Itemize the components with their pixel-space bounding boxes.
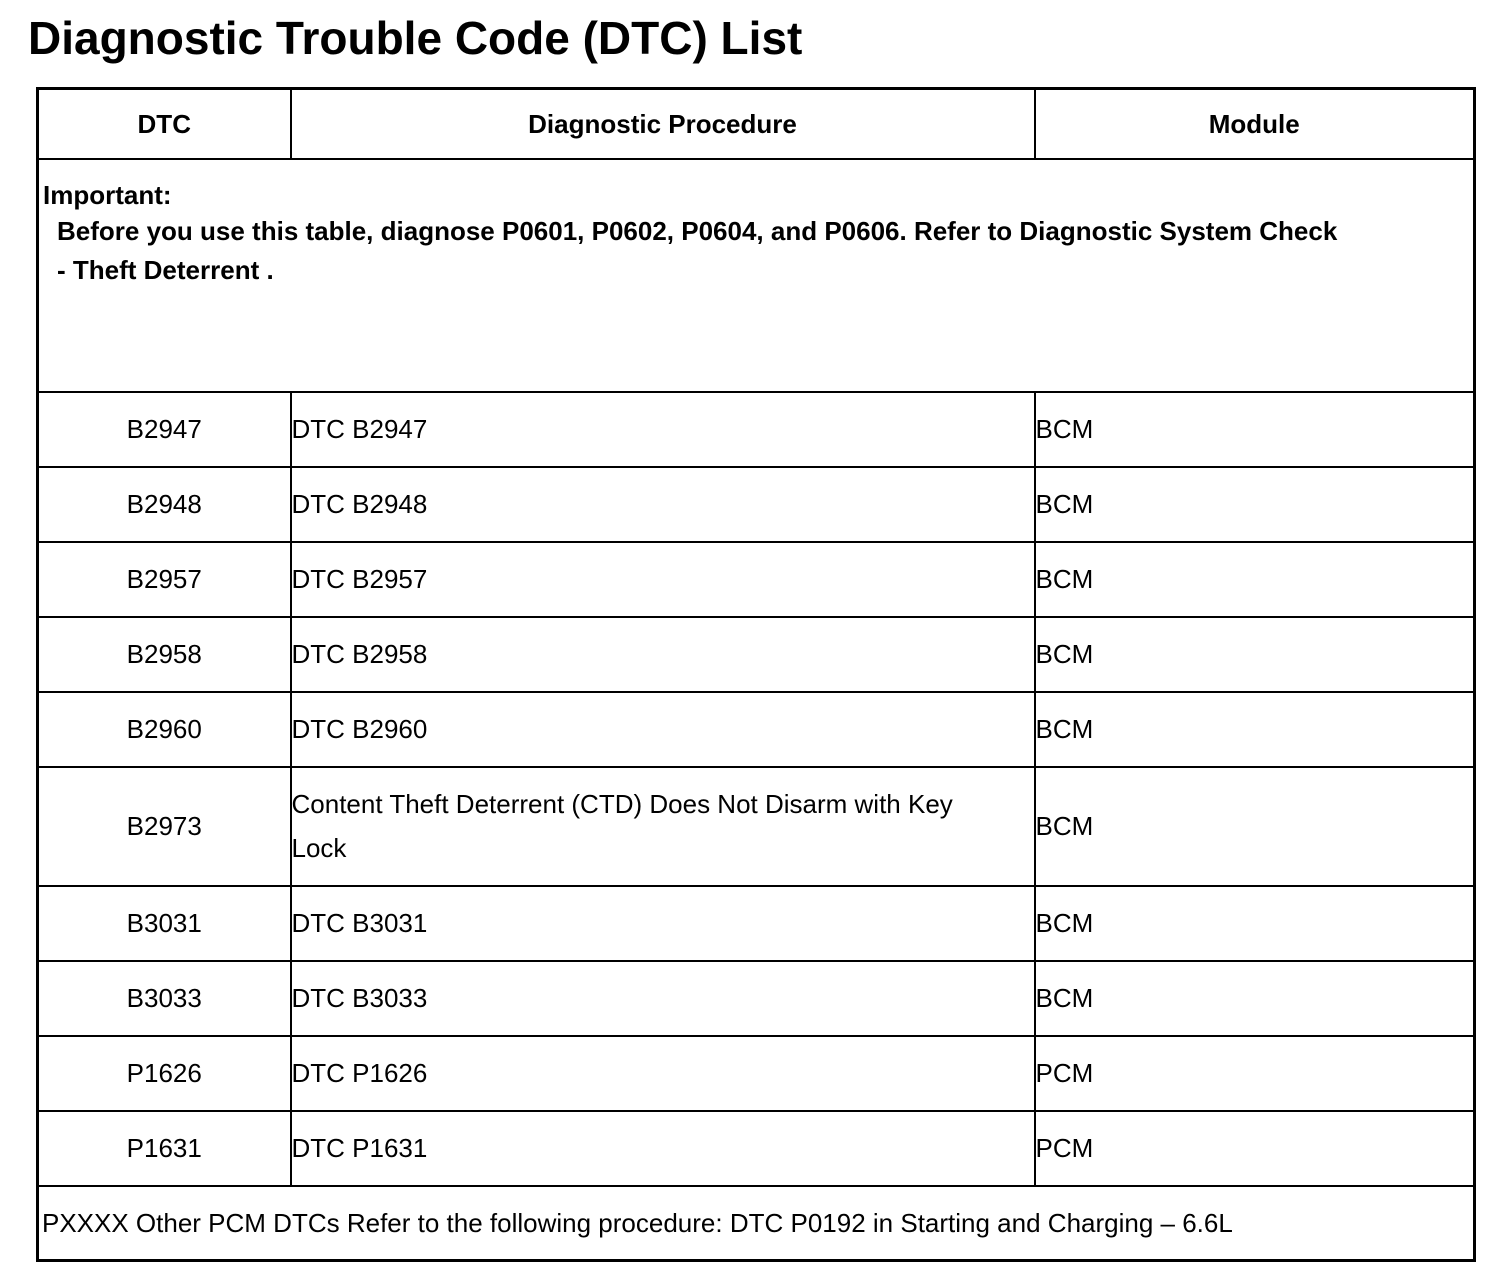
table-row <box>38 617 1475 692</box>
module-cell: BCM <box>1035 767 1475 886</box>
dtc-code: B2973 <box>38 767 291 886</box>
important-label: Important: <box>43 179 172 210</box>
table-row <box>38 1111 1475 1186</box>
procedure-link[interactable]: DTC B2957 <box>291 542 1035 617</box>
other-dtcs-note[interactable]: PXXXX Other PCM DTCs Refer to the following procedure: DTC P0192 in Starting and Charging – 6.6L <box>38 1186 1475 1261</box>
procedure-link[interactable]: DTC P1631 <box>291 1111 1035 1186</box>
dtc-table <box>36 87 1476 1262</box>
procedure-link[interactable]: DTC B3033 <box>291 961 1035 1036</box>
dtc-code: B2958 <box>38 617 291 692</box>
important-note-row <box>38 159 1475 392</box>
header-procedure: Diagnostic Procedure <box>291 89 1035 159</box>
module-cell: BCM <box>1035 542 1475 617</box>
procedure-link[interactable]: DTC P1626 <box>291 1036 1035 1111</box>
procedure-link[interactable]: DTC B2948 <box>291 467 1035 542</box>
dtc-code: B2947 <box>38 392 291 467</box>
procedure-link[interactable]: DTC B2958 <box>291 617 1035 692</box>
table-row <box>38 961 1475 1036</box>
table-row <box>38 392 1475 467</box>
table-row <box>38 767 1475 886</box>
procedure-link[interactable] <box>291 767 1035 886</box>
header-dtc: DTC <box>38 89 291 159</box>
module-cell: PCM <box>1035 1111 1475 1186</box>
table-row <box>38 886 1475 961</box>
table-row <box>38 542 1475 617</box>
dtc-code: P1631 <box>38 1111 291 1186</box>
table-header-row <box>38 89 1475 159</box>
procedure-link[interactable]: DTC B2960 <box>291 692 1035 767</box>
dtc-code: B2960 <box>38 692 291 767</box>
module-cell: BCM <box>1035 617 1475 692</box>
dtc-code: B3033 <box>38 961 291 1036</box>
other-dtcs-row <box>38 1186 1475 1261</box>
important-note <box>38 159 1475 392</box>
module-cell: PCM <box>1035 1036 1475 1111</box>
module-cell: BCM <box>1035 467 1475 542</box>
dtc-code: P1626 <box>38 1036 291 1111</box>
table-row <box>38 1036 1475 1111</box>
dtc-code: B2948 <box>38 467 291 542</box>
dtc-code: B2957 <box>38 542 291 617</box>
procedure-link[interactable]: DTC B3031 <box>291 886 1035 961</box>
module-cell: BCM <box>1035 886 1475 961</box>
procedure-text: Content Theft Deterrent (CTD) Does Not Disarm with Key Lock <box>291 789 953 863</box>
procedure-link[interactable]: DTC B2947 <box>291 392 1035 467</box>
table-row <box>38 467 1475 542</box>
dtc-code: B3031 <box>38 886 291 961</box>
important-text: Before you use this table, diagnose P0601, P0602, P0604, and P0606. Refer to Diagnostic System Check - Theft Deterrent . <box>57 215 1338 285</box>
table-row <box>38 692 1475 767</box>
header-module: Module <box>1035 89 1475 159</box>
module-cell: BCM <box>1035 692 1475 767</box>
module-cell: BCM <box>1035 392 1475 467</box>
module-cell: BCM <box>1035 961 1475 1036</box>
page-title: Diagnostic Trouble Code (DTC) List <box>28 12 803 64</box>
